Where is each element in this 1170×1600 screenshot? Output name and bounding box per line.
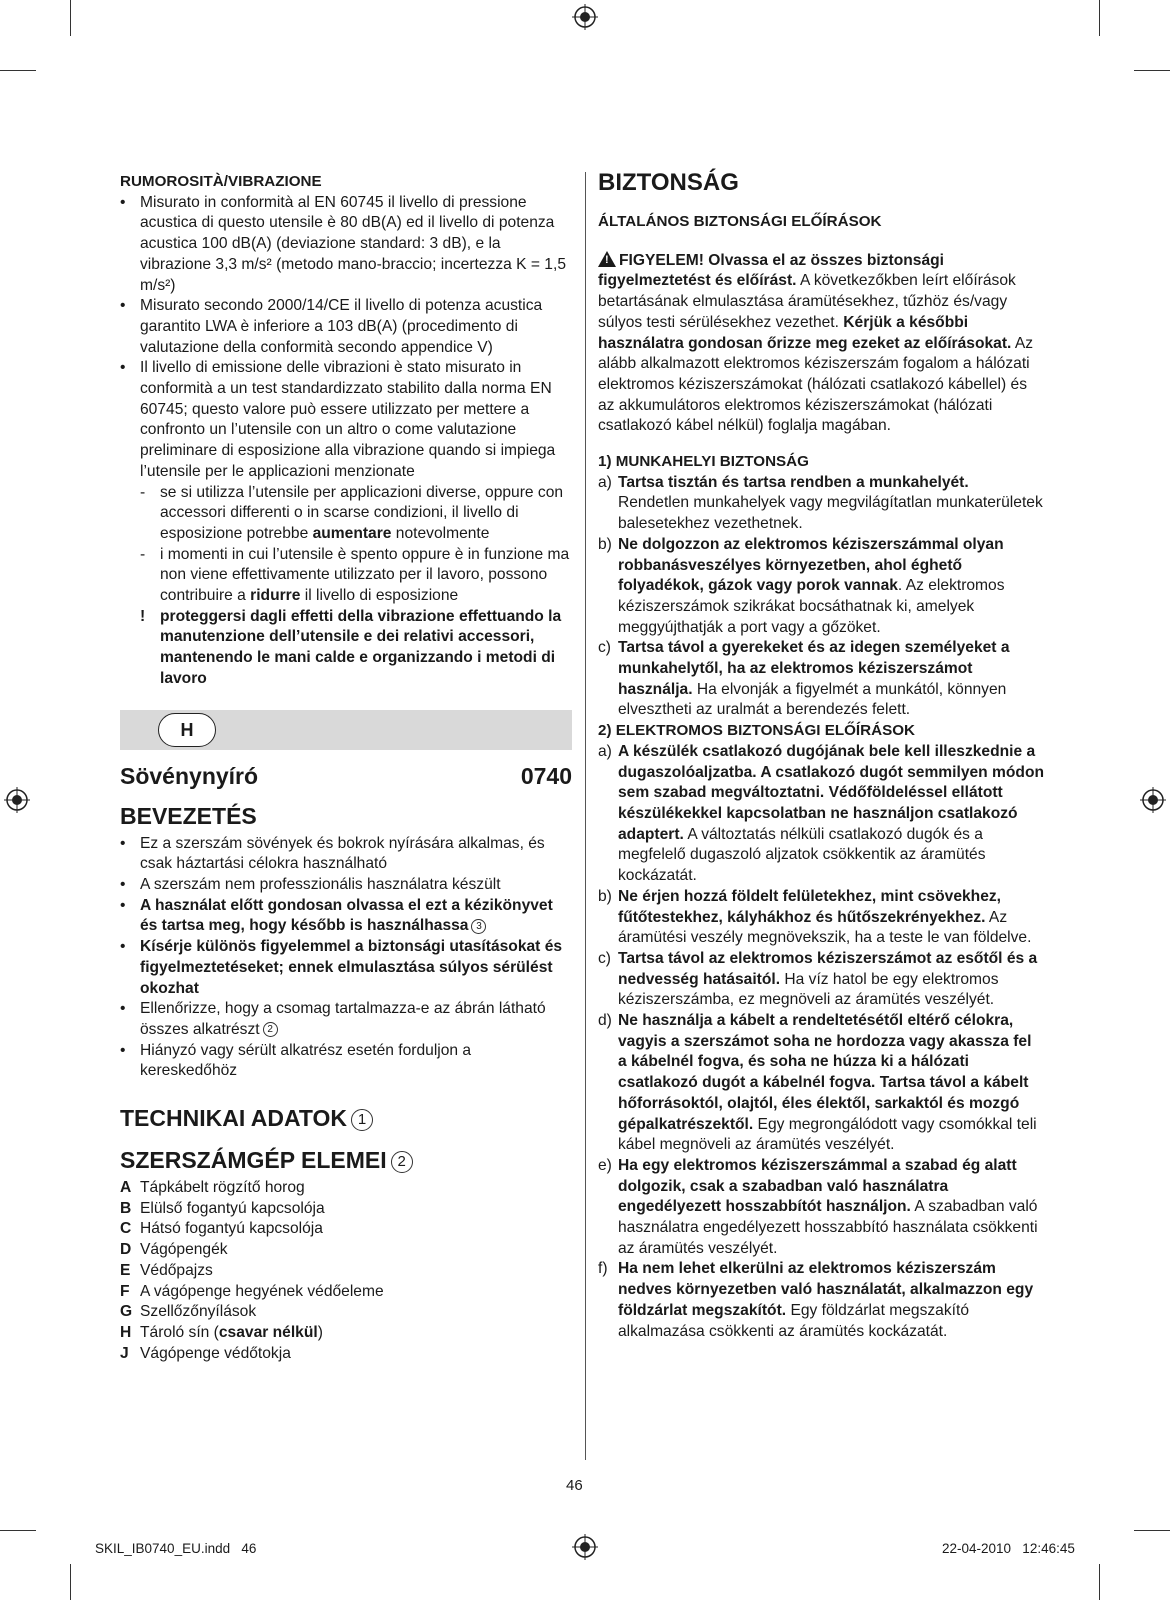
list-item: d) Ne használja a kábelt a rendeltetésétől eltérő célokra, vagyis a szerszámot soha ne hordozza vagy akassza fel a kábelnél fogva, és soha ne húzza ki a hálózati csatlakozó dugót a kábelnél fogva. Tartsa távol a kábelt hőforrásoktól, olajtól, éles élektől, sarkaktól és mozgó gépalkatrészektől. Egy megrongálódott vagy csomókkal teli kábel megnöveli az áramütés veszélyét.	[598, 1012, 1037, 1154]
footer-file: SKIL_IB0740_EU.indd 46	[95, 1541, 257, 1556]
intro-heading: BEVEZETÉS	[120, 802, 257, 829]
product-code: 0740	[520, 762, 572, 789]
intro-list	[120, 834, 572, 1082]
list-item: • Ellenőrizze, hogy a csomag tartalmazza-e az ábrán látható összes alkatrészt 2	[120, 999, 572, 1040]
list-item: H Tároló sín (csavar nélkül)	[120, 1323, 323, 1341]
list-item: b) Ne érjen hozzá földelt felületekhez, mint csövekhez, fűtőtestekhez, kályhákhoz és hűtőszekrényekhez. Az áramütési veszély megnövekszik, ha a teste le van földelve.	[598, 887, 1032, 947]
list-item: J Vágópenge védőtokja	[120, 1344, 291, 1362]
registration-mark-icon	[4, 787, 30, 813]
product-name: Sövénynyíró	[120, 762, 259, 789]
figure-ref-icon: 3	[471, 919, 486, 934]
list-item: c) Tartsa távol az elektromos kéziszerszámot az esőtől és a nedvesség hatásaitól. Ha víz hatol be egy elektromos kéziszerszámba, ez megnöveli az áramütés veszélyét.	[598, 949, 1038, 1009]
list-item: A Tápkábelt rögzítő horog	[120, 1179, 305, 1197]
crop-mark	[0, 1530, 36, 1531]
crop-mark	[1134, 1530, 1170, 1531]
list-item: a) Tartsa tisztán és tartsa rendben a munkahelyét. Rendetlen munkahelyek vagy megvilágítatlan munkaterületek balesetekhez vezethetnek.	[598, 473, 1043, 533]
vibration-warning	[120, 607, 572, 690]
general-warning-text: ! FIGYELEM! Olvassa el az összes biztonsági figyelmeztetést és előírást. A következőkben leírt előírások betartásának elmulasztása áramütésekhez, tűzhöz és/vagy súlyos testi sérülésekhez vezethet. Kérjük a későbbi használatra gondosan őrizze meg ezeket az előírásokat. Az alább alkalmazott elektromos kéziszerszám fogalom a hálózati elektromos kéziszerszámokat (hálózati csatlakozó kábellel) és az akkumulátoros elektromos kéziszerszámokat (hálózati csatlakozó kábel nélkül) foglalja magában.	[598, 251, 1034, 435]
list-item: C Hátsó fogantyú kapcsolója	[120, 1220, 323, 1238]
crop-mark	[70, 0, 71, 36]
page-number: 46	[566, 1477, 583, 1494]
registration-mark-icon	[572, 4, 598, 30]
parts-heading: SZERSZÁMGÉP ELEMEI 2	[120, 1146, 572, 1174]
right-column	[598, 169, 1045, 1342]
left-column	[120, 172, 572, 1364]
list-item: F A vágópenge hegyének védőeleme	[120, 1282, 384, 1300]
safety-heading: BIZTONSÁG	[598, 169, 739, 196]
crop-mark	[1099, 0, 1100, 36]
crop-mark	[70, 1564, 71, 1600]
list-item: • Misurato secondo 2000/14/CE il livello di potenza acustica garantito LWA è inferiore a 103 dB(A) (procedimento di valutazione della conformità secondo appendice V)	[120, 296, 572, 358]
work-area-list	[598, 473, 1044, 721]
electrical-safety-list	[598, 742, 1044, 1342]
list-item: c) Tartsa távol a gyerekeket és az idegen személyeket a munkahelytől, ha az elektromos kéziszerszámot használja. Ha elvonják a figyelmét a munkától, könnyen elvesztheti az uralmát a berendezés felett.	[598, 639, 1010, 719]
registration-mark-icon	[572, 1534, 598, 1560]
noise-list	[120, 193, 572, 483]
noise-heading: RUMOROSITÀ/VIBRAZIONE	[120, 173, 322, 190]
list-item: b) Ne dolgozzon az elektromos kéziszerszámmal olyan robbanásveszélyes környezetben, ahol éghető folyadékok, gázok vagy porok vannak. Az elektromos kéziszerszámok szikrákat bocsáthatnak ki, amelyek meggyújthatják a port vagy a gőzöket.	[598, 535, 1005, 636]
list-item: f) Ha nem lehet elkerülni az elektromos kéziszerszám nedves környezetben való használatát, alkalmazzon egy földzárlat megszakítót. Egy földzárlat megszakító alkalmazása csökkenti az áramütés kockázatát.	[598, 1260, 1034, 1340]
list-item: a) A készülék csatlakozó dugójának bele kell illeszkednie a dugaszolóaljzatba. A csatlakozó dugót semmilyen módon sem szabad megváltoztatni. Védőföldeléssel ellátott készülékekkel kapcsolatban ne használjon csatlakozó adaptert. A változtatás nélküli csatlakozó dugók és a megfelelő dugaszoló aljzatok csökkentik az áramütés kockázatát.	[598, 742, 1045, 885]
list-item: • Il livello di emissione delle vibrazioni è stato misurato in conformità a un test standardizzato stabilito dalla norma EN 60745; questo valore può essere utilizzato per mettere a confronto un l’utensile con un altro o come valutazione preliminare di esposizione alla vibrazione quando si impiega l’utensile per le applicazioni menzionate	[120, 358, 572, 482]
electrical-safety-heading: 2) ELEKTROMOS BIZTONSÁGI ELŐÍRÁSOK	[598, 722, 915, 740]
figure-ref-icon: 2	[263, 1022, 278, 1037]
crop-mark	[0, 70, 36, 71]
list-item: • Kísérje különös figyelemmel a biztonsági utasításokat és figyelmeztetéseket; ennek elmulasztása súlyos sérülést okozhat	[120, 937, 572, 999]
list-item: D Vágópengék	[120, 1241, 228, 1259]
list-item: • Misurato in conformità al EN 60745 il livello di pressione acustica di questo utensile è 80 dB(A) ed il livello di potenza acustica 100 dB(A) (deviazione standard: 3 dB), e la vibrazione 3,3 m/s² (metodo mano-braccio; incertezza K = 1,5 m/s²)	[120, 193, 572, 297]
figure-ref-icon: 1	[351, 1109, 373, 1131]
product-title-row	[120, 762, 572, 790]
list-item: e) Ha egy elektromos kéziszerszámmal a szabad ég alatt dolgozik, csak a szabadban való használatra engedélyezett hosszabbítót használjon. A szabadban való használatra engedélyezett hosszabbító használata csökkenti az áramütés veszélyét.	[598, 1156, 1038, 1257]
footer-datetime: 22-04-2010 12:46:45	[942, 1541, 1075, 1556]
crop-mark	[1099, 1564, 1100, 1600]
list-item: • A szerszám nem professzionális használatra készült	[120, 875, 572, 896]
tech-data-heading: TECHNIKAI ADATOK 1	[120, 1104, 572, 1132]
general-safety-heading: ÁLTALÁNOS BIZTONSÁGI ELŐÍRÁSOK	[598, 213, 882, 230]
list-item: • Ez a szerszám sövények és bokrok nyírására alkalmas, és csak háztartási célokra használható	[120, 834, 572, 875]
language-code-badge: H	[158, 713, 216, 747]
vibration-sublist	[120, 483, 572, 607]
list-item: E Védőpajzs	[120, 1261, 213, 1279]
language-bar	[120, 710, 572, 750]
list-item: - i momenti in cui l’utensile è spento oppure è in funzione ma non viene effettivamente utilizzato per il lavoro, possono contribuire a ridurre il livello di esposizione	[140, 545, 570, 605]
parts-list	[120, 1178, 572, 1364]
list-item: • Hiányzó vagy sérült alkatrész esetén forduljon a kereskedőhöz	[120, 1041, 572, 1082]
crop-mark	[1134, 70, 1170, 71]
figure-ref-icon: 2	[391, 1151, 413, 1173]
warning-triangle-icon: !	[598, 251, 616, 267]
list-item: • A használat előtt gondosan olvassa el ezt a kézikönyvet és tartsa meg, hogy később is használhassa 3	[120, 896, 572, 937]
work-area-heading: 1) MUNKAHELYI BIZTONSÁG	[598, 453, 809, 471]
list-item: B Elülső fogantyú kapcsolója	[120, 1199, 325, 1217]
list-item: ! proteggersi dagli effetti della vibrazione effettuando la manutenzione dell’utensile e dei relativi accessori, mantenendo le mani calde e organizzando i metodi di lavoro	[140, 607, 562, 687]
column-divider	[585, 172, 586, 1460]
list-item: G Szellőzőnyílások	[120, 1303, 257, 1321]
list-item: - se si utilizza l’utensile per applicazioni diverse, oppure con accessori differenti o in scarse condizioni, il livello di esposizione potrebbe aumentare notevolmente	[140, 483, 564, 542]
registration-mark-icon	[1140, 787, 1166, 813]
